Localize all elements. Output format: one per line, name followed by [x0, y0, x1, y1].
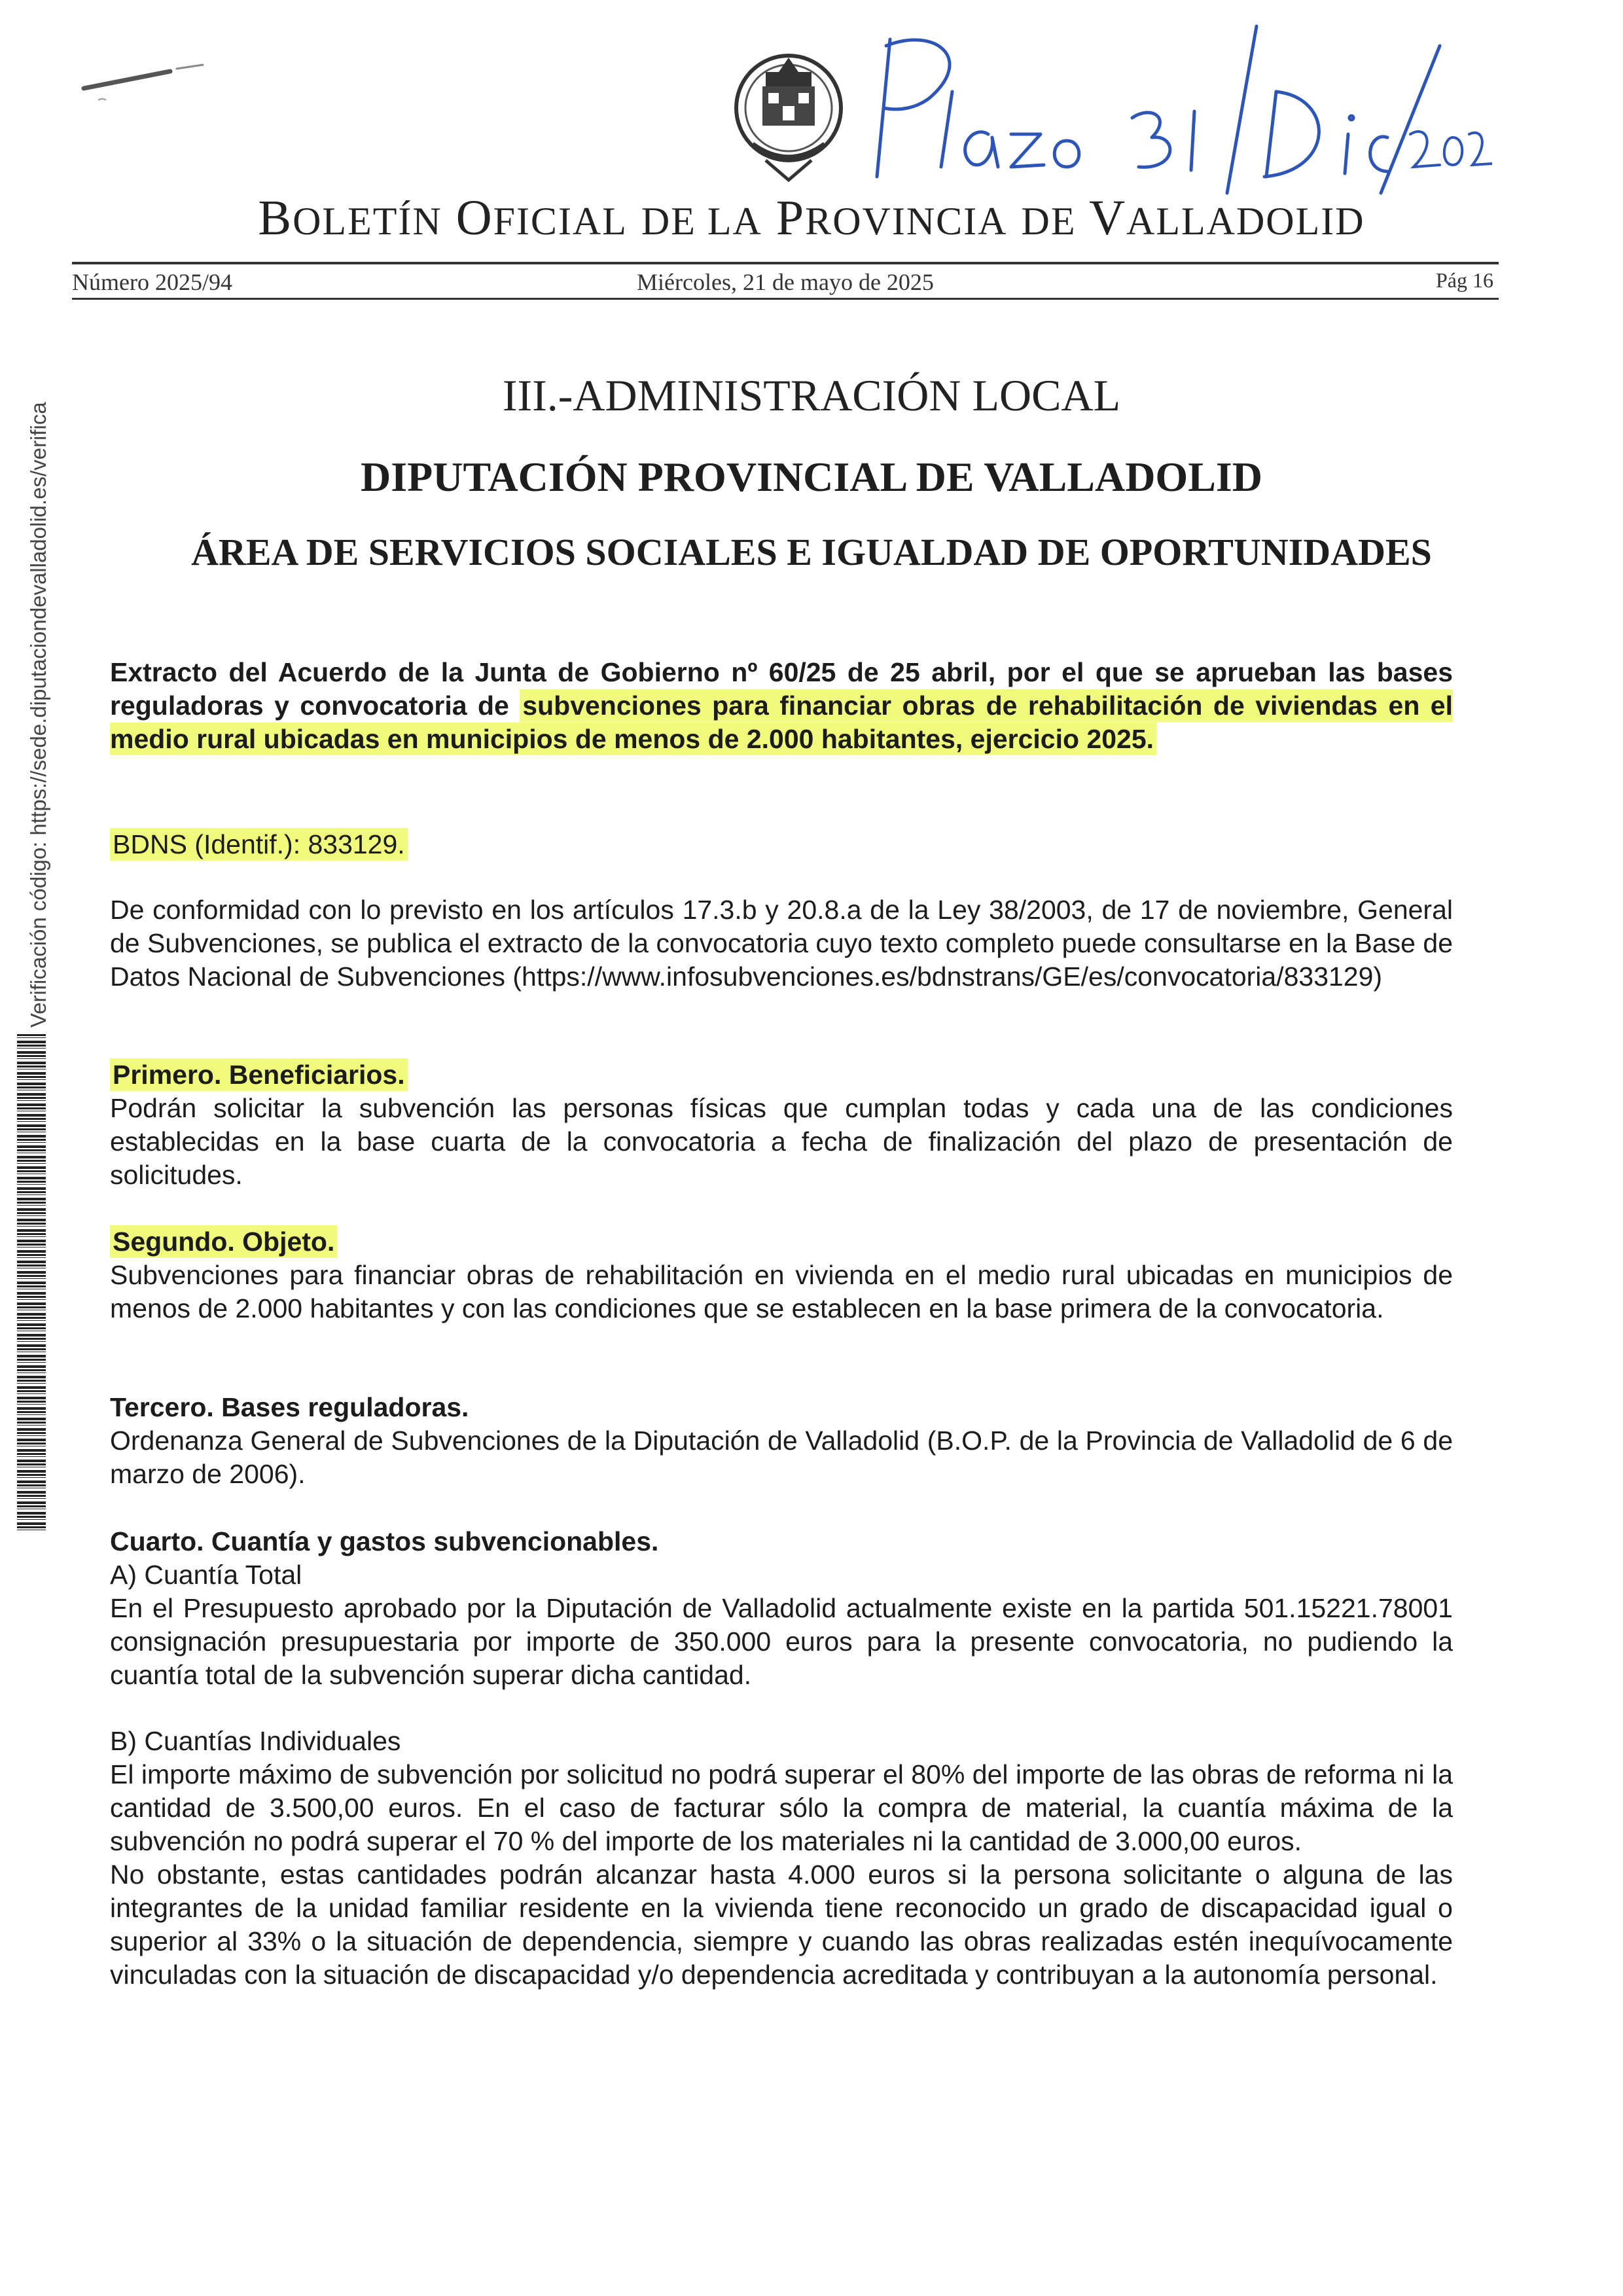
section-tercero-text: Ordenanza General de Subvenciones de la Diputación de Valladolid (B.O.P. de la Provincia de Valladolid de 6 de marzo de 2006).: [110, 1426, 1453, 1489]
section-segundo-text: Subvenciones para financiar obras de rehabilitación en vivienda en el medio rural ubicadas en municipios de menos de 2.000 habitantes y con las condiciones que se establecen en la base primera de la convocatoria.: [110, 1260, 1453, 1323]
bdns-text: BDNS (Identif.): 833129.: [110, 828, 408, 861]
header-meta-row: [72, 267, 1499, 296]
section-cuarto-title: Cuarto. Cuantía y gastos subvencionables.: [110, 1526, 659, 1556]
section-cuarto: [110, 1525, 1453, 1692]
section-segundo-title: Segundo. Objeto.: [110, 1225, 337, 1258]
section-segundo: [110, 1225, 1453, 1325]
bdns-identifier: [110, 828, 1453, 861]
header-rule-top: [72, 262, 1499, 264]
section-primero-title: Primero. Beneficiarios.: [110, 1058, 408, 1091]
verification-url[interactable]: Verificación código: https://sede.diputaciondevalladolid.es/verifica: [26, 402, 50, 1028]
organization-heading: DIPUTACIÓN PROVINCIAL DE VALLADOLID: [361, 454, 1262, 500]
coat-of-arms-seal: [726, 46, 851, 190]
extract-title-highlight: subvenciones para financiar obras de rehabilitación de viviendas en el medio rural ubicadas en municipios de menos de 2.000 habitantes, ejercicio 2025.: [110, 691, 1454, 754]
cuantia-total-label: A) Cuantía Total: [110, 1560, 302, 1590]
section-tercero-title: Tercero. Bases reguladoras.: [110, 1392, 469, 1422]
intro-paragraph: De conformidad con lo previsto en los artículos 17.3.b y 20.8.a de la Ley 38/2003, de 17 de noviembre, General de Subvenciones, se publica el extracto de la convocatoria cuyo texto completo puede consultarse en la Base de Datos Nacional de Subvenciones (https://www.infosubvenciones.es/bdnstrans/GE/es/convocatoria/833129): [110, 895, 1453, 992]
area-heading: ÁREA DE SERVICIOS SOCIALES E IGUALDAD DE OPORTUNIDADES: [191, 531, 1432, 573]
section-cuarto-b: [110, 1725, 1453, 1992]
cuantias-individuales-label: B) Cuantías Individuales: [110, 1726, 401, 1756]
issue-date: Miércoles, 21 de mayo de 2025: [637, 269, 934, 295]
handwritten-ink-strokes: [864, 20, 1492, 196]
page-number: Pág 16: [1436, 268, 1493, 292]
section-primero-text: Podrán solicitar la subvención las personas físicas que cumplan todas y cada una de las condiciones establecidas en la base cuarta de la convocatoria a fecha de finalización del plazo de presentación de solicitudes.: [110, 1093, 1453, 1190]
issue-number: Número 2025/94: [72, 269, 232, 295]
section-tercero: [110, 1391, 1453, 1491]
cuantia-total-text: En el Presupuesto aprobado por la Diputación de Valladolid actualmente existe en la partida 501.15221.78001 consignación presupuestaria por importe de 350.000 euros para la presente convocatoria, no pudiendo la cuantía total de la subvención superar dicha cantidad.: [110, 1593, 1453, 1690]
handwritten-deadline-note: [864, 20, 1492, 196]
cuantias-individuales-text-1: El importe máximo de subvención por solicitud no podrá superar el 80% del importe de las obras de reforma ni la cantidad de 3.500,00 euros. En el caso de facturar sólo la compra de material, la cuantía máxima de la subvención no podrá superar el 70 % del importe de los materiales ni la cantidad de 3.000,00 euros.: [110, 1759, 1453, 1856]
extract-title: [110, 656, 1453, 756]
section-primero: [110, 1058, 1453, 1192]
cuantias-individuales-text-2: No obstante, estas cantidades podrán alcanzar hasta 4.000 euros si la persona solicitante o alguna de las integrantes de la unidad familiar residente en la vivienda tiene reconocido un grado de discapacidad igual o superior al 33% o la situación de dependencia, siempre y cuando las obras realizadas estén inequívocamente vinculadas con la situación de discapacidad y/o dependencia acreditada y contribuyan a la autonomía personal.: [110, 1859, 1453, 1990]
section-heading: III.-ADMINISTRACIÓN LOCAL: [502, 370, 1121, 420]
pen-stroke-mark: [79, 62, 209, 108]
header-rule-bottom: [72, 298, 1499, 300]
barcode: [17, 1034, 46, 1532]
extract-title-text: Extracto del Acuerdo de la Junta de Gobierno nº 60/25 de 25 abril, por el que se aprueban las bases reguladoras y convocatoria de: [110, 657, 1453, 721]
bulletin-title: BOLETÍN OFICIAL DE LA PROVINCIA DE VALLADOLID: [258, 190, 1365, 245]
